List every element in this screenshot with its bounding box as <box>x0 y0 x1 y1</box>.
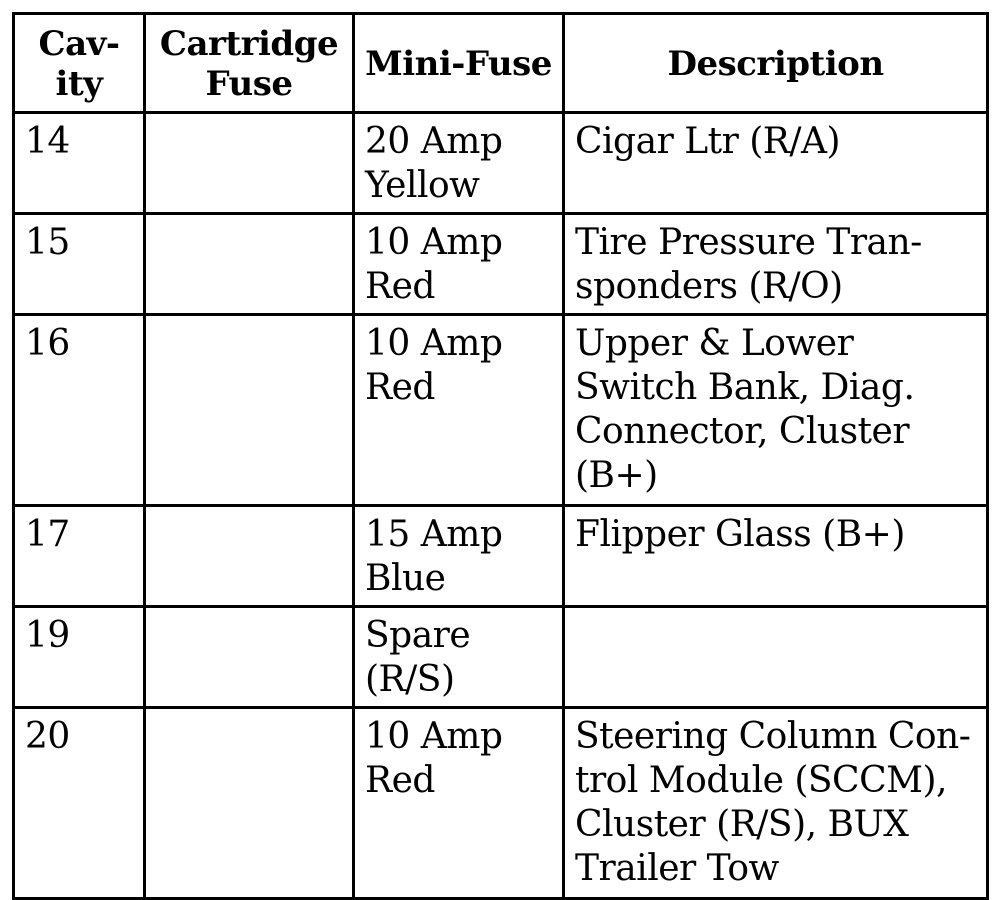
header-cartridge-fuse: Cartridge Fuse <box>145 14 354 113</box>
table-row <box>14 506 988 607</box>
table-row <box>14 607 988 708</box>
header-description: Description <box>564 14 988 113</box>
mini-fuse-cell: 20 Amp Yellow <box>354 113 564 214</box>
cavity-cell: 14 <box>14 113 145 214</box>
mini-fuse-cell: 15 Amp Blue <box>354 506 564 607</box>
header-mini-fuse: Mini-Fuse <box>354 14 564 113</box>
cartridge-fuse-cell <box>145 113 354 214</box>
table-row <box>14 113 988 214</box>
description-cell: Upper & Lower Switch Bank, Diag. Connector, Cluster (B+) <box>564 315 988 506</box>
cartridge-fuse-cell <box>145 708 354 899</box>
cavity-cell: 15 <box>14 214 145 315</box>
fuse-table <box>12 12 989 900</box>
description-cell <box>564 607 988 708</box>
cavity-cell: 17 <box>14 506 145 607</box>
table-row <box>14 214 988 315</box>
header-row <box>14 14 988 113</box>
cartridge-fuse-cell <box>145 214 354 315</box>
mini-fuse-cell: 10 Amp Red <box>354 214 564 315</box>
cartridge-fuse-cell <box>145 506 354 607</box>
mini-fuse-cell: Spare (R/S) <box>354 607 564 708</box>
cavity-cell: 20 <box>14 708 145 899</box>
cavity-cell: 16 <box>14 315 145 506</box>
cavity-cell: 19 <box>14 607 145 708</box>
table-row <box>14 315 988 506</box>
description-cell: Cigar Ltr (R/A) <box>564 113 988 214</box>
cartridge-fuse-cell <box>145 315 354 506</box>
table-row <box>14 708 988 899</box>
description-cell: Flipper Glass (B+) <box>564 506 988 607</box>
mini-fuse-cell: 10 Amp Red <box>354 708 564 899</box>
cartridge-fuse-cell <box>145 607 354 708</box>
header-cavity: Cav- ity <box>14 14 145 113</box>
description-cell: Steering Column Con- trol Module (SCCM), Cluster (R/S), BUX Trailer Tow <box>564 708 988 899</box>
mini-fuse-cell: 10 Amp Red <box>354 315 564 506</box>
description-cell: Tire Pressure Tran- sponders (R/O) <box>564 214 988 315</box>
